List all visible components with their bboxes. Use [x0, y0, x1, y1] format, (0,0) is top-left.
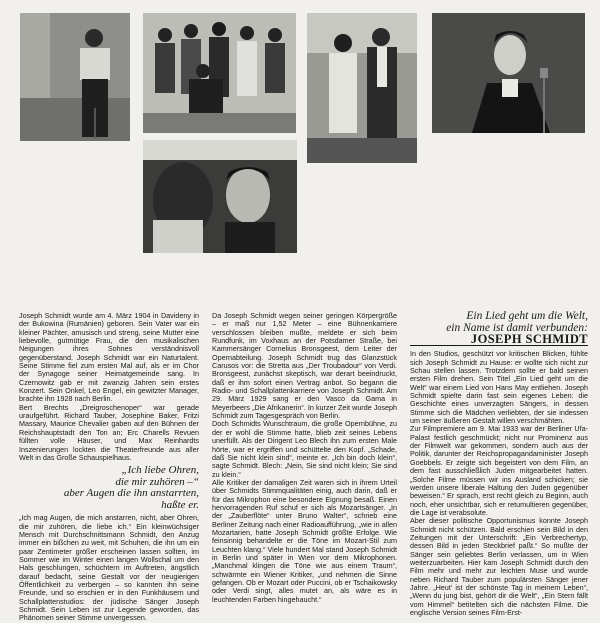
- column2-paragraph-1: Da Joseph Schmidt wegen seiner geringen Körpergröße – er maß nur 1,52 Meter – eine Bühnenkarriere verschlossen bleiben mußte, meldete er sich beim Rundfunk, im Voxhaus an der Potsdamer Straße, bei Kammersänger Cornelius Bronsgeest, dem Leiter der Opernabteilung. Joseph Schmidt trug das Glanzstück Carusos vor: die Stretta aus „Der Troubadour“ von Verdi. Bronsgeest, zunächst skeptisch, war derart beeindruckt, daß er ihm sofort einen Vertrag anbot. So begann die Radio- und Schallplattenkarriere von Joseph Schmidt. Am 29. März 1929 sang er den Vasco da Gama in Meyerbeers „Die Afrikanerin“. In kurzer Zeit wurde Joseph Schmidt zum Tagesgespräch von Berlin.: [212, 311, 397, 421]
- column2-paragraph-3: Alle Kritiker der damaligen Zeit waren sich in ihrem Urteil über Schmidts Stimmqualitäten einig, auch darin, daß er für das Mikrophon eine besondere Eignung besaß. Einen hervorragenden Ruf schuf er sich als Mozartsänger. „In der „Zauberflöte“ unter Bruno Walter“, schrieb eine Berliner Zeitung nach einer Radioaufführung, „wie in allen Mozartarien, hatte Joseph Schmidt größte Erfolge. Wie feinsinnig behandelte er die Töne im Mozart-Stil zum Leuchten klang.“ Viele hundert Mal stand Joseph Schmidt in Berlin und später in Wien vor dem Mikrophonen. „Manchmal klingen die Töne wie aus einem Traum“, schwärmte ein Wiener Kritiker, „und nehmen die Sinne gefangen. Ob er Mozart oder Puccini, ob er Tschaikowsky oder Verdi singt, alles mutet an, als wäre es in leuchtenden Farben hingehaucht.“: [212, 477, 397, 604]
- pull-quote-line-1: „Ich liebe Ohren,: [121, 464, 199, 477]
- pull-quote-line-2: die mir zuhören –“: [115, 475, 199, 488]
- article-column-1: [19, 312, 199, 623]
- section-heading-line-2: ein Name ist damit verbunden:: [446, 322, 588, 334]
- section-heading-line-1: Ein Lied geht um die Welt,: [466, 310, 588, 322]
- section-heading: [410, 310, 588, 346]
- column3-paragraph-3: Aber dieser politische Opportunismus konnte Joseph Schmidt nicht schützen. Bald erschien sein Bild in den Zeitungen mit der Unterschrift: „Ein Verbrechertyp, dessen Bild in jeden Steckbrief paßt.“ So mußte der Sänger sein geliebtes Berlin verlassen, um in Wien weiterzuarbeiten. Hier kam Joseph Schmidt durch den Film mehr und mehr zur leichten Muse und wurde neben Richard Tauber zum populärsten Sänger jener Jahre. „Heut’ ist der schönste Tag in meinem Leben“, „Wenn du jung bist, gehört dir die Welt“, „Ein Stern fällt vom Himmel“ betitelten sich die nächsten Filme. Die englische Version seines Film-Erst-: [410, 516, 588, 617]
- column1-body: „Ich mag Augen, die mich anstarren, nicht, aber Ohren, die mir zuhören, die liebe ich.“ Ein kleinwüchsiger Mensch mit Durchschnittsmann Schmidt, den Anzug immer ein bißchen zu weit, mit Schuhen, die ihn um ein paar Zentimeter größer erscheinen lassen sollten, im Sommer wie im Winter einen langen Wollschal um den Hals geschlungen, schüchtern im Auftreten, ängstlich darauf bedacht, seine Gestalt vor der neugierigen Öffentlichkeit zu verbergen – so kannten ihn seine Freunde, und so erschien er in den Funkhäusern und Schallplattenstudios: der jüdische Sänger Joseph Schmidt. Sein Leben ist zur Legende geworden, das Phänomen seiner Stimme unvergessen.: [19, 513, 199, 623]
- section-heading-name: JOSEPH SCHMIDT: [470, 332, 588, 346]
- column1-intro2: Bert Brechts „Dreigroschenoper“ war gerade uraufgeführt. Richard Tauber, Josephine Baker, Fritzi Massary, Maurice Chevalier gaben auf den Bühnen der Reichshauptstadt den Ton an; Erc Charells Revuen füllten volle Häuser, und Max Reinhardts Inszenierungen lockten die Theaterfreunde aus aller Welt in das Große Schauspielhaus.: [19, 402, 199, 462]
- article-column-2: [212, 312, 397, 604]
- pull-quote-line-3: aber Augen die ihn anstarrten,: [63, 487, 199, 500]
- column3-paragraph-1: In den Studios, geschützt vor kritischen Blicken, fühlte sich Joseph Schmidt zu Hause: er wollte sich nicht zur Schau stellen lassen. Trotzdem sollte er bald seinen ersten Film drehen. Sein Titel „Ein Lied geht um die Welt“ war einem Lied von Hans May entliehen. Joseph Schmidt spielte darin fast sein eigenes Leben: die Geschichte eines unverzagten Sängers, in dessen Stimme sich die Mädchen verliebten, der sie indessen um seiner äußeren Gestalt willen verschmähten.: [410, 349, 588, 426]
- photo-men-in-suits: [307, 13, 417, 163]
- photo-two-men-closeup: [143, 140, 297, 253]
- photo-man-standing-on-street: [20, 13, 130, 141]
- pull-quote: [19, 465, 199, 511]
- article-column-3: [410, 310, 588, 617]
- pull-quote-line-4: haßte er.: [161, 498, 199, 511]
- column2-paragraph-2: Doch Schmidts Wunschtraum, die große Opernbühne, zu der er wohl die Stimme hatte, blieb zeit seines Lebens unerfüllt. Als der Dirigent Leo Blech ihn zum ersten Male hörte, war er ergriffen und schüttelte den Kopf. „Schade, daß Sie nicht klein sind“, meinte er. „Ich bin doch klein“, sagte Schmidt. Blech: „Nein, Sie sind nicht klein; Sie sind zu klein.“: [212, 419, 397, 479]
- column1-intro: Joseph Schmidt wurde am 4. März 1904 in Davideny in der Bukowina (Rumänien) geboren. Sein Vater war ein kleiner Pächter, amusisch und streng, seine Mutter eine liebevolle, gutmütige Frau, die den musikalischen Neigungen ihres Sohnes verständnisvoll gegenüberstand. Joseph Schmidt war ein Naturtalent. Seine Stimme fiel zum ersten Mal auf, als er im Chor der Synagoge seiner Heimatgemeinde sang. In Czernowitz gab er mit zwanzig Jahren sein erstes Konzert. Sein Onkel, Leo Engel, ein gewitzter Manager, brachte ihn 1928 nach Berlin.: [19, 311, 199, 404]
- column3-paragraph-2: Zur Filmpremiere am 9. Mai 1933 war der Berliner Ufa-Palast festlich geschmückt; nicht nur Prominenz aus der Filmwelt war gekommen, sondern auch aus der Politik, darunter der Reichspropagandaminister Joseph Goebbels. Er zeigte sich begeistert von dem Film, an dem fast ausschließlich Juden mitgearbeitet hatten. „Solche Filme müssen wir ins Ausland schicken; sie werden unsere liberale Haltung den Juden gegenüber beweisen.“ Er sprach, erst recht gleich zu Beginn, auch noch, eher unsichtbar, sich er retumultieren gegenüber, die Lage ist verabsolute.: [410, 424, 588, 517]
- photo-singer-at-microphone: [432, 13, 585, 133]
- photo-group-portrait: [143, 13, 296, 133]
